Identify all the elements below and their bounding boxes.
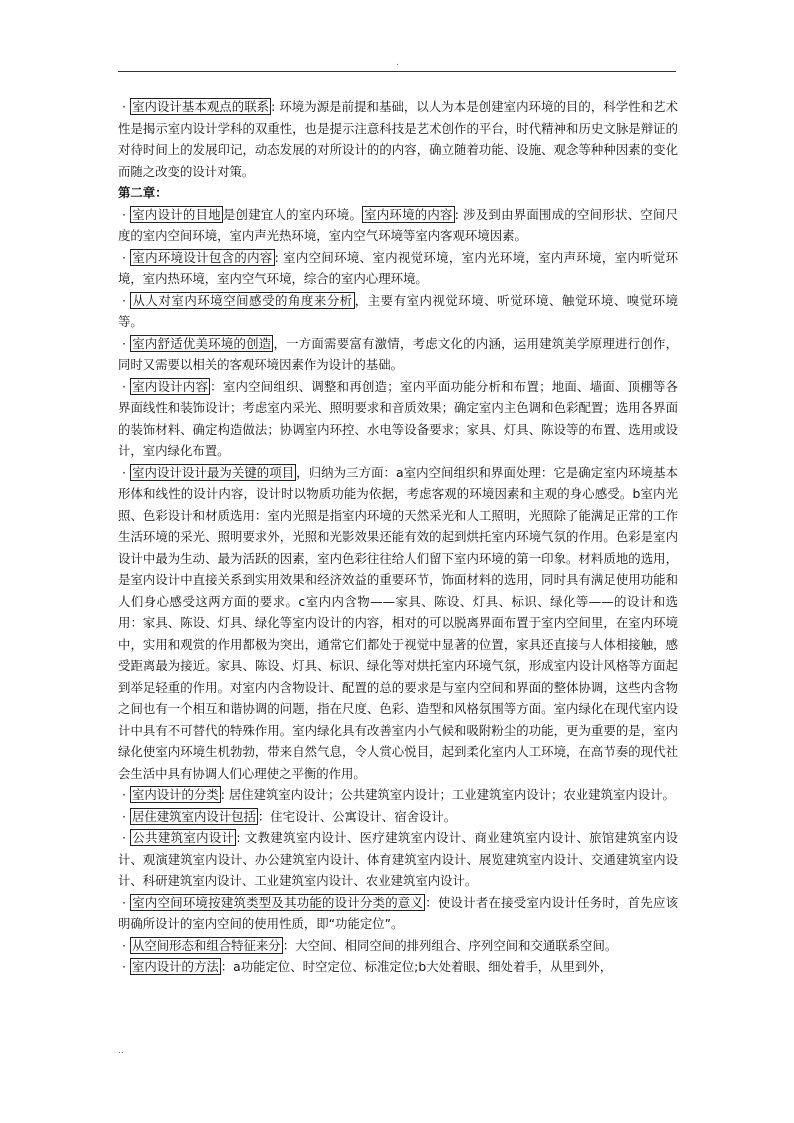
paragraph-text: 是创建宜人的室内环境。 (222, 206, 363, 222)
bullet: · (122, 830, 126, 845)
boxed-term: 室内设计内容 (132, 378, 209, 394)
paragraph-key-items (118, 462, 678, 785)
paragraph-public (118, 827, 678, 892)
bullet: · (122, 335, 126, 351)
boxed-term: 室内设计设计最为关键的项目 (132, 464, 295, 480)
paragraph-residential (118, 806, 678, 828)
boxed-term: 室内设计的分类 (132, 787, 219, 802)
bullet: · (122, 787, 126, 802)
boxed-term: 室内环境的内容 (364, 206, 453, 222)
paragraph-text: : 居住建筑室内设计；公共建筑室内设计；工业建筑室内设计；农业建筑室内设计。 (220, 787, 675, 802)
paragraph-space-form (118, 935, 678, 957)
paragraph-text: ，一方面需要富有激情，考虑文化的内涵，运用建筑美学原理进行创作，同时又需要以相关的客观环境因素作为设计的基础。 (118, 335, 679, 372)
footer-mark: .. (118, 1046, 124, 1056)
paragraph-classification-meaning (118, 892, 678, 935)
paragraph-perception (118, 290, 678, 333)
paragraph-environment-content (118, 247, 678, 290)
header-mark: . (396, 58, 399, 68)
paragraph-text: : 涉及到由界面围成的空间形状、空间尺度的室内空间环境，室内声光热环境，室内空气环境等室内客观环境因素。 (118, 206, 679, 243)
boxed-term: 室内设计基本观点的联系 (132, 99, 270, 114)
paragraph-comfort (118, 333, 678, 376)
paragraph-text: ：住宅设计、公寓设计、宿舍设计。 (257, 808, 457, 824)
bullet: · (122, 206, 126, 222)
paragraph-text: : 环境为源是前提和基础，以人为本是创建室内环境的目的，科学性和艺术性是揭示室内设计学科的双重性，也是提示注意科技是艺术创作的平台，时代精神和历史文脉是辩证的对待时间上的发展印记，动态发展的对所设计的的内容，确立随着功能、设施、观念等种种因素的变化而随之改变的设计对策。 (118, 99, 678, 179)
header-rule (118, 71, 676, 72)
paragraph-text: ：a功能定位、时空定位、标准定位;b大处着眼、细处着手，从里到外， (220, 959, 613, 974)
boxed-term: 室内舒适优美环境的创造 (132, 335, 272, 351)
paragraph-text: ：大空间、相同空间的排列组合、序列空间和交通联系空间。 (282, 937, 618, 953)
paragraph-design-content (118, 376, 678, 462)
boxed-term: 从人对室内环境空间感受的角度来分析 (132, 292, 353, 308)
bullet: · (122, 894, 126, 910)
paragraph-text: : 文教建筑室内设计、医疗建筑室内设计、商业建筑室内设计、旅馆建筑室内设计、观演建筑室内设计、办公建筑室内设计、体育建筑室内设计、展览建筑室内设计、交通建筑室内设计、科研建筑室内设计、工业建筑室内设计、农业建筑室内设计。 (118, 830, 679, 888)
paragraph-design-method (118, 956, 678, 978)
paragraph-text: ，主要有室内视觉环境、听觉环境、触觉环境、嗅觉环境等。 (118, 292, 679, 329)
boxed-term: 室内环境设计包含的内容 (132, 249, 273, 265)
document-body (118, 96, 678, 978)
boxed-term: 公共建筑室内设计 (132, 830, 235, 845)
bullet: · (122, 959, 126, 974)
bullet: · (122, 464, 126, 480)
boxed-term: 居住建筑室内设计包括 (132, 808, 256, 824)
bullet: · (122, 937, 126, 953)
paragraph-text: ：使设计者在接受室内设计任务时，首先应该明确所设计的室内空间的使用性质，即“功能定位”。 (118, 894, 679, 931)
boxed-term: 从空间形态和组合特征来分 (132, 937, 281, 953)
bullet: · (122, 378, 126, 394)
chapter-heading: 第二章： (118, 185, 168, 200)
paragraph-classification (118, 784, 678, 806)
boxed-term: 室内设计的方法 (132, 959, 219, 974)
boxed-term: 室内设计的目地 (132, 206, 221, 222)
bullet: · (122, 249, 126, 265)
bullet: · (122, 808, 126, 824)
paragraph-text: ，归纳为三方面：a室内空间组织和界面处理：它是确定室内环境基本形体和线性的设计内容，设计时以物质功能为依据，考虑客观的环境因素和主观的身心感受。b室内光照、色彩设计和材质选用：室内光照是指室内环境的天然采光和人工照明，光照除了能满足正常的工作生活环境的采光、照明要求外，光照和光影效果还能有效的起到烘托室内环境气氛的作用。色彩是室内设计中最为生动、最为活跃的因素，室内色彩往往给人们留下室内环境的第一印象。材料质地的选用，是室内设计中直接关系到实用效果和经济效益的重要环节，饰面材料的选用，同时具有满足使用功能和人们身心感受这两方面的要求。c室内内含物——家具、陈设、灯具、标识、绿化等——的设计和选用：家具、陈设、灯具、绿化等室内设计的内容，相对的可以脱离界面布置于室内空间里，在室内环境中，实用和观赏的作用都极为突出，通常它们都处于视觉中显著的位置，家具还直接与人体相接触，感受距离最为接近。家具、陈设、灯具、标识、绿化等对烘托室内环境气氛，形成室内设计风格等方面起到举足轻重的作用。对室内内含物设计、配置的总的要求是与室内空间和界面的整体协调，这些内含物之间也有一个相互和谐协调的问题，指在尺度、色彩、造型和风格氛围等方面。室内绿化在现代室内设计中具有不可替代的特殊作用。室内绿化具有改善室内小气候和吸附粉尘的功能，更为重要的是，室内绿化使室内环境生机勃勃，带来自然气息，令人赏心悦目，起到柔化室内人工环境，在高节奏的现代社会生活中具有协调人们心理使之平衡的作用。 (118, 464, 679, 781)
paragraph-text: : 室内空间环境、室内视觉环境，室内光环境，室内声环境，室内听觉环境，室内热环境，室内空气环境，综合的室内心理环境。 (118, 249, 678, 286)
bullet: · (122, 99, 126, 114)
paragraph-basic-views (118, 96, 678, 182)
bullet: · (122, 292, 126, 308)
boxed-term: 室内空间环境按建筑类型及其功能的设计分类的意义 (132, 894, 424, 910)
paragraph-text: ：室内空间组织、调整和再创造；室内平面功能分析和布置；地面、墙面、顶棚等各界面线性和装饰设计；考虑室内采光、照明要求和音质效果；确定室内主色调和色彩配置；选用各界面的装饰材料、确定构造做法；协调室内环控、水电等设备要求；家具、灯具、陈设等的布置、选用或设计，室内绿化布置。 (118, 378, 679, 458)
paragraph-design-goal (118, 204, 678, 247)
